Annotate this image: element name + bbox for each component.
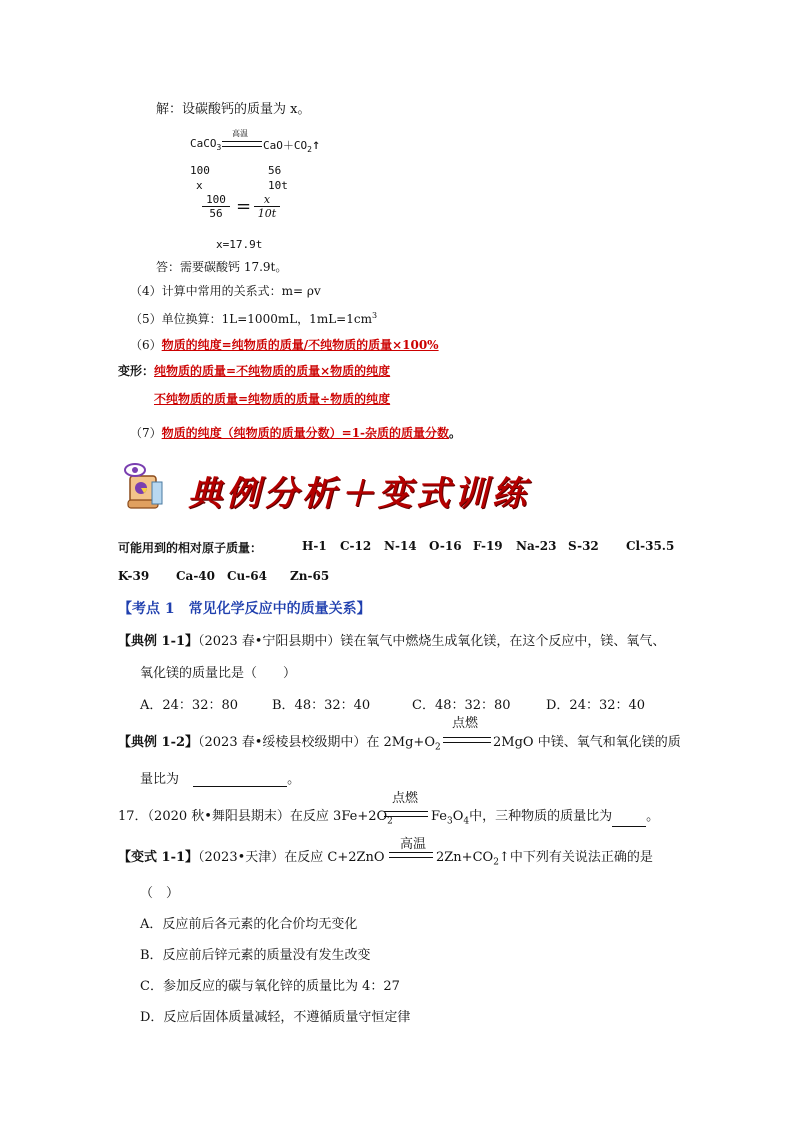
atomic-mass-row-1 — [118, 539, 262, 556]
variant-1-1-pre: （2023•天津）在反应 C+2ZnO — [198, 850, 385, 865]
option-c: C．48：32：80 — [412, 698, 511, 713]
variant-option-b: B．反应前后锌元素的质量没有发生改变 — [140, 948, 371, 963]
variant-1-1-arrow: ↑ — [498, 850, 510, 865]
question-17-product-sub1: 3 — [447, 816, 453, 827]
formula-7-num: （7） — [130, 426, 162, 440]
variant-1-1-post: 2Zn+CO — [436, 850, 494, 865]
option-d: D．24：32：40 — [546, 698, 646, 713]
formula-4-value: m= ρv — [281, 284, 321, 298]
question-1-1-tag: 【典例 1-1】 — [118, 634, 199, 649]
variant-option-d: D．反应后固体质量减轻，不遵循质量守恒定律 — [140, 1010, 411, 1025]
atomic-mass-f: F-19 — [473, 539, 503, 553]
question-17-post-wrap — [431, 805, 659, 827]
answer-blank-17[interactable] — [612, 812, 646, 827]
atomic-mass-label: 可能用到的相对原子质量： — [118, 541, 263, 555]
formula-6 — [130, 336, 439, 353]
molar-mass-cao: 56 — [268, 164, 282, 177]
variant-option-c: C．参加反应的碳与氧化锌的质量比为 4：27 — [140, 979, 400, 994]
question-17-condition: 点燃 — [392, 791, 419, 806]
variant-1-1-condition: 高温 — [400, 837, 427, 852]
fraction-left — [202, 193, 230, 220]
fraction-right-den: 10t — [257, 207, 277, 220]
question-1-2-line2-text: 量比为 — [140, 772, 180, 787]
question-1-2-end: 。 — [287, 772, 301, 787]
question-17-product-sub2: 4 — [463, 816, 470, 827]
formula-4-label: （4）计算中常用的关系式： — [130, 284, 282, 298]
variant-1-1-tag: 【变式 1-1】 — [118, 850, 199, 865]
fraction-right-num: x — [254, 193, 280, 207]
variant-line-1 — [118, 362, 390, 379]
formula-5-sup: 3 — [371, 311, 378, 320]
variant-label: 变形： — [118, 364, 155, 378]
question-1-1-text: （2023 春•宁阳县期中）镁在氧气中燃烧生成氧化镁，在这个反应中，镁、氧气、 — [198, 634, 666, 649]
question-17-end: 。 — [646, 809, 660, 824]
fraction-equals: = — [236, 196, 252, 217]
eq-up-arrow: ↑ — [311, 137, 321, 153]
formula-7-end: 。 — [449, 426, 462, 440]
question-1-2-post: 2MgO 中镁、氧气和氧化镁的质 — [493, 735, 681, 750]
fraction-left-num: 100 — [202, 193, 230, 207]
solution-answer: 答：需要碳酸钙 17.9t。 — [156, 260, 288, 274]
question-17-equals — [384, 811, 428, 817]
eq-right-wrap — [263, 137, 320, 154]
banner-logo-icon — [122, 458, 182, 514]
formula-5 — [130, 310, 377, 327]
question-1-2-sub: 2 — [435, 742, 441, 753]
question-1-2-pre: （2023 春•绥棱县校级期中）在 2Mg+O — [198, 735, 435, 750]
eq-condition: 高温 — [232, 129, 248, 138]
atomic-mass-n: N-14 — [384, 539, 417, 553]
banner-title: 典例分析＋变式训练 — [188, 474, 530, 514]
variable-x: x — [196, 179, 203, 192]
eq-right-sub: 2 — [307, 145, 312, 155]
eq-right: CaO＋CO — [263, 139, 308, 152]
question-1-2-equals — [443, 737, 491, 743]
variant-1-1-equals — [389, 852, 433, 858]
question-1-2-condition: 点燃 — [452, 716, 479, 731]
atomic-mass-cu: Cu-64 — [227, 569, 267, 583]
question-1-1 — [118, 630, 665, 649]
solution-result: x=17.9t — [216, 238, 263, 251]
variant-1-1 — [118, 846, 385, 865]
atomic-mass-o: O-16 — [429, 539, 462, 553]
eq-left-sub: 3 — [216, 143, 222, 153]
variant-1-1-paren: （ ） — [140, 886, 180, 901]
atomic-mass-h: H-1 — [302, 539, 327, 553]
atomic-mass-k: K-39 — [118, 569, 150, 583]
formula-7-text: 物质的纯度（纯物质的质量分数）=1-杂质的质量分数 — [161, 426, 450, 440]
formula-6-text: 物质的纯度=纯物质的质量/不纯物质的质量×100% — [161, 338, 439, 352]
answer-blank-1-2[interactable] — [193, 772, 287, 787]
variant-1-1-post2: 中下列有关说法正确的是 — [509, 850, 653, 865]
question-17 — [118, 805, 393, 827]
question-17-post: 中，三种物质的质量比为 — [469, 809, 613, 824]
question-1-2-tag: 【典例 1-2】 — [118, 735, 199, 750]
formula-5-value: 1L=1000mL，1mL=1cm — [221, 312, 372, 326]
atomic-mass-zn: Zn-65 — [290, 569, 330, 583]
atomic-mass-s: S-32 — [568, 539, 599, 553]
variant-formula-1: 纯物质的质量=不纯物质的质量×物质的纯度 — [154, 364, 391, 378]
atomic-mass-cl: Cl-35.5 — [626, 539, 675, 553]
fraction-left-den: 56 — [209, 207, 223, 220]
question-17-product-o: O — [452, 809, 464, 824]
atomic-mass-na: Na-23 — [516, 539, 557, 553]
variable-10t: 10t — [268, 179, 288, 192]
option-b: B．48：32：40 — [272, 698, 371, 713]
section-heading-1: 【考点 1 常见化学反应中的质量关系】 — [118, 601, 371, 617]
fraction-right — [254, 193, 280, 220]
variant-formula-2: 不纯物质的质量=纯物质的质量÷物质的纯度 — [154, 392, 391, 406]
variant-line-2 — [154, 390, 390, 407]
option-a: A．24：32：80 — [140, 698, 239, 713]
formula-7 — [130, 424, 461, 441]
question-1-2-line2 — [140, 768, 300, 787]
formula-5-label: （5）单位换算： — [130, 312, 222, 326]
solution-intro: 解：设碳酸钙的质量为 x。 — [156, 102, 311, 117]
variant-option-a: A．反应前后各元素的化合价均无变化 — [140, 917, 358, 932]
question-17-pre: 17．（2020 秋•舞阳县期末）在反应 3Fe+2O — [118, 809, 388, 824]
question-1-2 — [118, 731, 441, 753]
variant-1-1-post-wrap — [436, 846, 653, 868]
eq-left: CaCO — [190, 137, 217, 150]
eq-equals-sign — [222, 141, 262, 147]
formula-6-num: （6） — [130, 338, 162, 352]
variant-1-1-post-sub: 2 — [493, 857, 499, 868]
question-1-1-line2: 氧化镁的质量比是（ ） — [140, 666, 297, 681]
atomic-mass-c: C-12 — [340, 539, 372, 553]
equation-decomposition — [190, 137, 221, 152]
question-17-product: Fe — [431, 809, 448, 824]
atomic-mass-ca: Ca-40 — [176, 569, 216, 583]
molar-mass-caco3: 100 — [190, 164, 210, 177]
formula-4 — [130, 282, 321, 299]
question-17-sub: 2 — [387, 816, 393, 827]
